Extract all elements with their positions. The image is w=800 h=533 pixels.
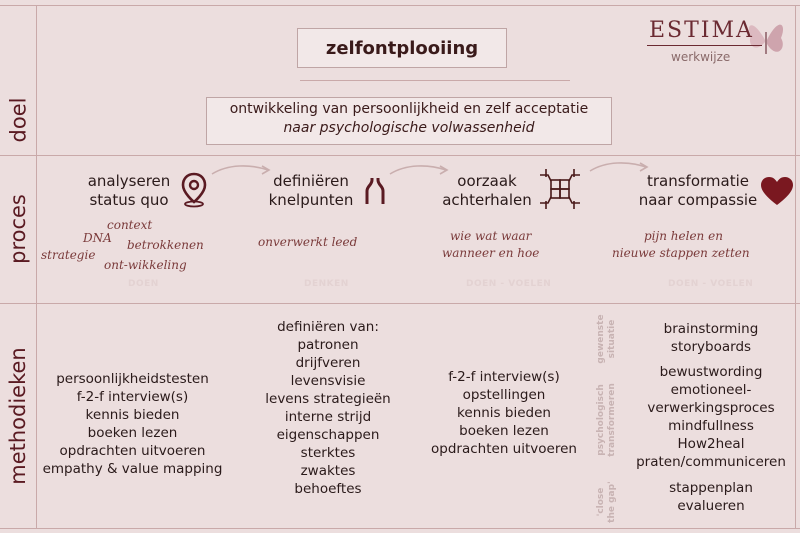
methods-col-4-group-3: stappenplan evalueren [669,480,753,514]
note-dna: DNA [83,231,112,245]
flow-arrow-3 [588,157,650,177]
methods-col-3: f-2-f interview(s) opstellingen kennis bieden boeken lezen opdrachten uitvoeren [431,369,577,457]
location-pin-icon [181,172,207,208]
note-ontwikkeling: ont-wikkeling [104,258,187,272]
flow-arrow-2 [388,160,450,180]
methods-col-4-group-2: bewustwording emotioneel- verwerkingsproces mindfullness How2heal praten/communiceren [636,364,786,470]
note-betrokkenen: betrokkenen [127,238,204,252]
grid-doel [0,155,800,156]
side-label-gewenste-situatie: gewenste situatie [596,314,617,364]
note-wanneer: wanneer en hoe [442,246,540,260]
row-label-proces: proces [6,194,31,264]
step-3-label: oorzaak achterhalen [442,172,532,209]
heart-icon [760,177,794,207]
note-wie-wat-waar: wie wat waar [450,229,532,243]
side-label-psychologisch-transformeren: psychologisch transformeren [596,383,617,457]
row-label-methodieken: methodieken [6,346,30,485]
mode-label-2: DENKEN [304,279,349,289]
mode-label-3: DOEN - VOELEN [466,279,552,289]
flow-arrow-1 [210,160,272,180]
note-strategie: strategie [41,248,96,262]
mode-label-4: DOEN - VOELEN [668,279,754,289]
logo-underline [647,45,762,46]
grid-left [36,5,37,528]
methods-col-4-group-1: brainstorming storyboards [663,321,759,355]
side-label-close-the-gap: 'close the gap' [596,481,617,523]
grid-proces [0,303,800,304]
grid-right [795,5,796,528]
goal-line-1: ontwikkeling van persoonlijkheid en zelf acceptatie [229,101,589,117]
step-4-label: transformatie naar compassie [638,172,758,209]
grid-under-title [300,80,570,81]
bottleneck-icon [362,177,388,205]
logo [645,14,790,69]
grid-top [0,5,800,6]
logo-name: ESTIMA [649,18,754,43]
note-pijn-helen: pijn helen en [644,229,723,243]
note-context: context [107,218,153,232]
mode-label-1: DOEN [128,279,159,289]
goal-box [206,97,612,145]
note-nieuwe-stappen: nieuwe stappen zetten [612,246,750,260]
step-1-label: analyseren status quo [87,172,171,209]
goal-line-2: naar psychologische volwassenheid [283,120,535,136]
page-title: zelfontplooiing [297,28,507,68]
grid-bottom [0,528,800,529]
row-label-doel: doel [6,97,30,143]
logo-sub: werkwijze [671,50,731,64]
methods-col-2: definiëren van: patronen drijfveren levensvisie levens strategieën interne strijd eigenschappen sterktes zwaktes behoeftes [265,319,391,497]
note-onverwerkt: onverwerkt leed [258,235,358,249]
step-2-label: definiëren knelpunten [268,172,354,209]
puzzle-hands-icon [538,167,582,211]
methods-col-1: persoonlijkheidstesten f-2-f interview(s) kennis bieden boeken lezen opdrachten uitvoeren empathy & value mapping [42,371,223,477]
